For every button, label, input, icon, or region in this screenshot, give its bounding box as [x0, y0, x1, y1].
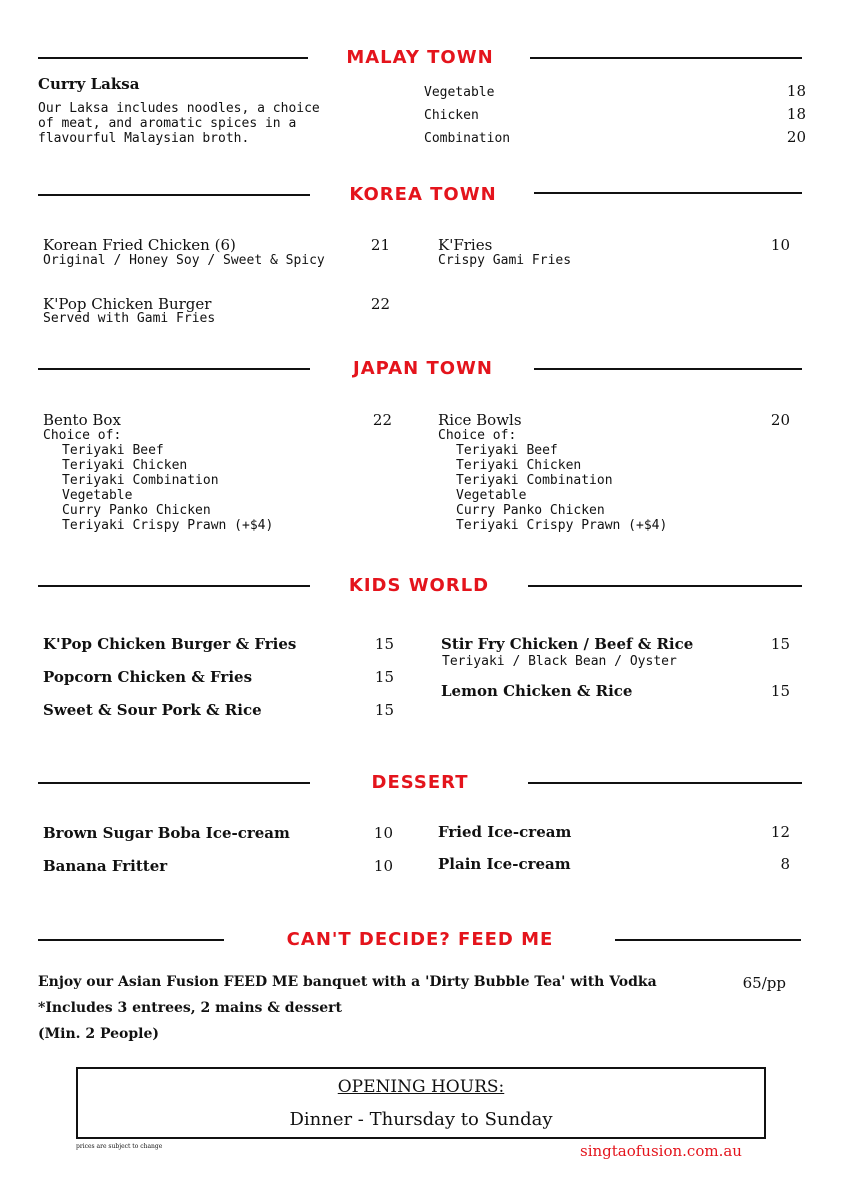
divider-left	[38, 782, 310, 784]
menu-item-name: K'Pop Chicken Burger	[43, 295, 212, 313]
choice-option: Teriyaki Beef	[456, 443, 558, 458]
menu-item-name: Rice Bowls	[438, 411, 522, 429]
menu-item-name: Fried Ice-cream	[438, 823, 572, 841]
choice-option: Teriyaki Chicken	[456, 458, 582, 473]
feed-me-price: 65/pp	[742, 974, 786, 992]
menu-item-name: Lemon Chicken & Rice	[441, 682, 633, 700]
choice-option: Teriyaki Crispy Prawn (+$4)	[456, 518, 668, 533]
section-title-korea-town: KOREA TOWN	[349, 184, 497, 205]
menu-item-price: 15	[770, 635, 790, 653]
menu-item-name: Sweet & Sour Pork & Rice	[43, 701, 262, 719]
menu-item-description: Served with Gami Fries	[43, 311, 216, 326]
menu-item-description: flavourful Malaysian broth.	[38, 131, 250, 146]
option-price: 20	[786, 128, 806, 146]
option-price: 18	[786, 105, 806, 123]
choice-option: Vegetable	[456, 488, 527, 503]
menu-item-name: Brown Sugar Boba Ice-cream	[43, 824, 290, 842]
section-title-feed-me: CAN'T DECIDE? FEED ME	[286, 929, 554, 950]
menu-item-name: Bento Box	[43, 411, 121, 429]
divider-left	[38, 368, 310, 370]
divider-right	[528, 782, 802, 784]
menu-item-description: Our Laksa includes noodles, a choice	[38, 101, 320, 116]
menu-item-price: 10	[373, 857, 393, 875]
section-title-dessert: DESSERT	[371, 772, 469, 793]
opening-hours-days: Dinner - Thursday to Sunday	[289, 1109, 553, 1130]
menu-item-name: Popcorn Chicken & Fries	[43, 668, 253, 686]
opening-hours-title: OPENING HOURS:	[337, 1077, 505, 1097]
section-title-malay-town: MALAY TOWN	[346, 47, 494, 68]
menu-item-price: 15	[770, 682, 790, 700]
choice-option: Teriyaki Crispy Prawn (+$4)	[62, 518, 274, 533]
divider-left	[38, 194, 310, 196]
option-price: 18	[786, 82, 806, 100]
menu-item-name: K'Fries	[438, 236, 493, 254]
section-title-kids-world: KIDS WORLD	[348, 575, 490, 596]
choice-option: Curry Panko Chicken	[62, 503, 211, 518]
choice-option: Teriyaki Combination	[456, 473, 613, 488]
choice-option: Vegetable	[62, 488, 133, 503]
choice-option: Teriyaki Chicken	[62, 458, 188, 473]
option-label: Vegetable	[424, 85, 495, 100]
divider-right	[530, 57, 802, 59]
choice-option: Teriyaki Beef	[62, 443, 164, 458]
choice-option: Teriyaki Combination	[62, 473, 219, 488]
feed-me-description: Enjoy our Asian Fusion FEED ME banquet with a 'Dirty Bubble Tea' with Vodka	[38, 974, 657, 990]
menu-item-name: Banana Fritter	[43, 857, 168, 875]
menu-item-name: Plain Ice-cream	[438, 855, 571, 873]
divider-left	[38, 939, 224, 941]
feed-me-minimum: (Min. 2 People)	[38, 1026, 160, 1042]
option-label: Chicken	[424, 108, 479, 123]
menu-item-price: 15	[374, 668, 394, 686]
menu-item-price: 15	[374, 701, 394, 719]
divider-right	[534, 192, 802, 194]
menu-item-price: 10	[770, 236, 790, 254]
menu-item-description: Original / Honey Soy / Sweet & Spicy	[43, 253, 325, 268]
menu-item-price: 12	[770, 823, 790, 841]
menu-item-description: of meat, and aromatic spices in a	[38, 116, 297, 131]
menu-item-price: 8	[780, 855, 790, 873]
menu-item-name: Korean Fried Chicken (6)	[43, 236, 236, 254]
divider-left	[38, 57, 308, 59]
choice-option: Curry Panko Chicken	[456, 503, 605, 518]
menu-item-price: 15	[374, 635, 394, 653]
divider-right	[534, 368, 802, 370]
website-link[interactable]: singtaofusion.com.au	[580, 1142, 742, 1160]
menu-item-name: Stir Fry Chicken / Beef & Rice	[441, 635, 694, 653]
choice-label: Choice of:	[43, 428, 122, 443]
menu-item-description: Teriyaki / Black Bean / Oyster	[442, 654, 677, 669]
menu-item-name: Curry Laksa	[38, 75, 140, 93]
choice-label: Choice of:	[438, 428, 517, 443]
menu-item-description: Crispy Gami Fries	[438, 253, 572, 268]
menu-item-price: 22	[372, 411, 392, 429]
menu-item-price: 10	[373, 824, 393, 842]
price-disclaimer: prices are subject to change	[76, 1143, 163, 1150]
opening-hours-box	[76, 1067, 766, 1139]
menu-item-price: 22	[370, 295, 390, 313]
option-label: Combination	[424, 131, 511, 146]
divider-left	[38, 585, 310, 587]
menu-item-price: 21	[370, 236, 390, 254]
menu-item-price: 20	[770, 411, 790, 429]
divider-right	[615, 939, 801, 941]
menu-item-name: K'Pop Chicken Burger & Fries	[43, 635, 297, 653]
section-title-japan-town: JAPAN TOWN	[353, 358, 493, 379]
divider-right	[528, 585, 802, 587]
feed-me-includes: *Includes 3 entrees, 2 mains & dessert	[38, 1000, 342, 1016]
